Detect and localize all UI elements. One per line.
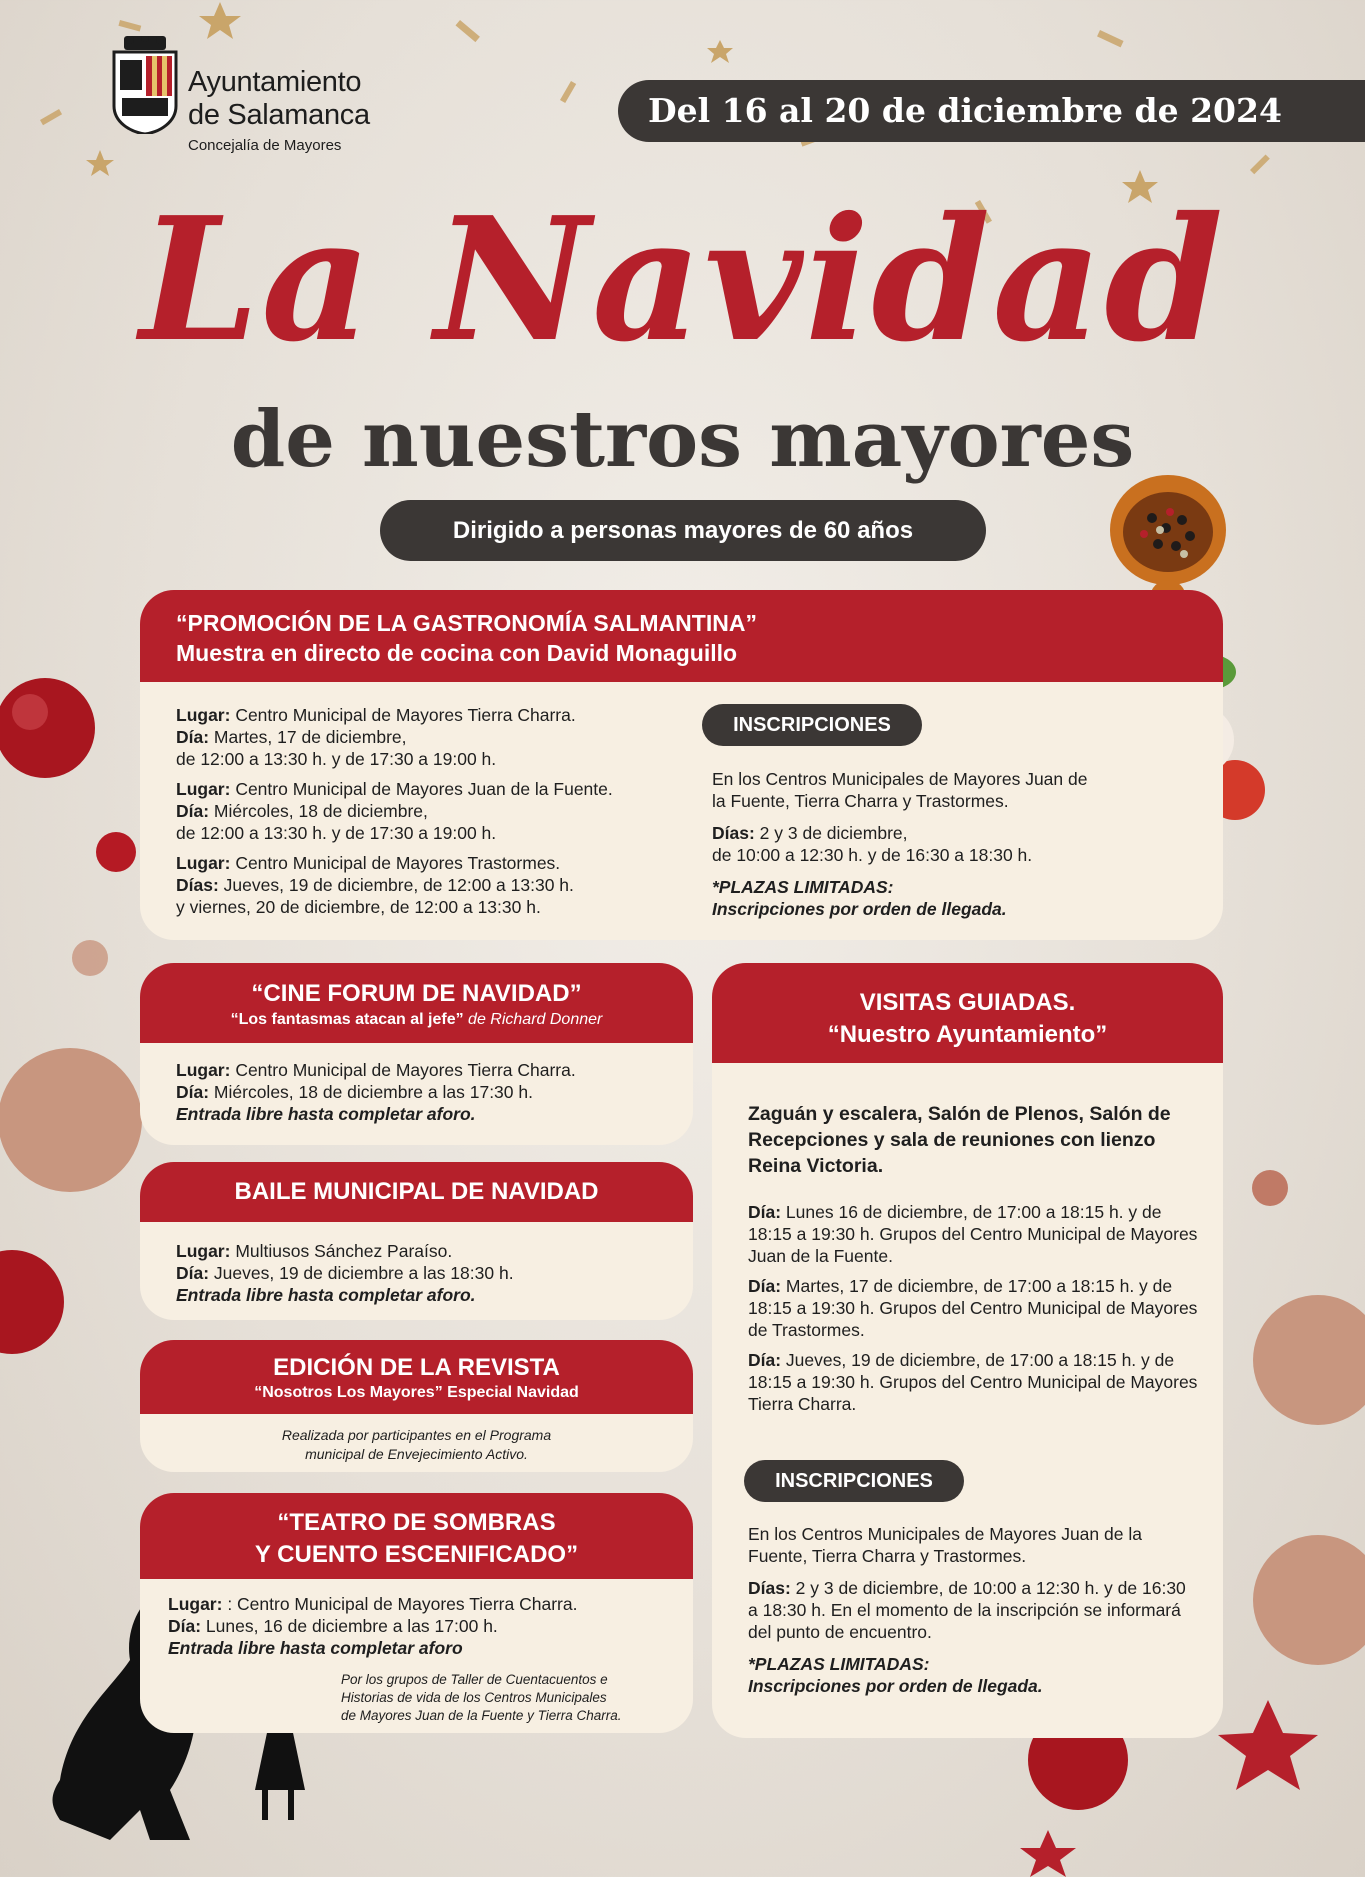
revista-note: Realizada por participantes en el Programa municipal de Envejecimiento Activo. <box>281 1427 552 1462</box>
gastronomia-inscripciones-label: INSCRIPCIONES <box>702 704 922 746</box>
visitas-card <box>712 963 1223 1738</box>
page-title: La Navidad <box>139 180 1226 380</box>
baile-details: Lugar: Multiusos Sánchez Paraíso. Día: Jueves, 19 de diciembre a las 18:30 h. Entrada libre hasta completar aforo. <box>176 1241 514 1305</box>
cine-film: “Los fantasmas atacan al jefe” <box>230 1011 464 1028</box>
org-department: Concejalía de Mayores <box>188 137 342 154</box>
cine-title: “CINE FORUM DE NAVIDAD” <box>251 980 582 1007</box>
cine-director: Richard Donner <box>490 1011 603 1028</box>
gastronomia-subtitle: Muestra en directo de cocina con David Monaguillo <box>176 640 738 666</box>
gastronomia-inscripciones: En los Centros Municipales de Mayores Juan de la Fuente, Tierra Charra y Trastormes. Días: 2 y 3 de diciembre, de 10:00 a 12:30 h. y de 16:30 a 18:30 h. *PLAZAS LIMITADAS: Inscripciones por orden de llegada. <box>712 769 1088 919</box>
city-coat-of-arms-icon <box>110 36 180 134</box>
baile-title: BAILE MUNICIPAL DE NAVIDAD <box>234 1178 599 1205</box>
visitas-inscripciones-label: INSCRIPCIONES <box>744 1460 964 1502</box>
cine-card <box>140 963 693 1145</box>
teatro-title-line2: Y CUENTO ESCENIFICADO” <box>254 1541 579 1568</box>
gastronomia-sessions: Lugar: Centro Municipal de Mayores Tierra Charra. Día: Martes, 17 de diciembre, de 12:00 a 13:30 h. y de 17:30 a 19:00 h. Lugar: Centro Municipal de Mayores Juan de la Fuente. Día: Miércoles, 18 de diciembre, de 12:00 a 13:30 h. y de 17:30 a 19:00 h. Lugar: Centro Municipal de Mayores Trastormes. Días: Jueves, 19 de diciembre, de 12:00 a 13:30 h. y viernes, 20 de diciembre, de 12:00 a 13:30 h. <box>176 705 613 917</box>
teatro-card <box>140 1493 693 1733</box>
revista-subtitle: “Nosotros Los Mayores” Especial Navidad <box>254 1384 579 1401</box>
visitas-title-line2: “Nuestro Ayuntamiento” <box>827 1021 1108 1048</box>
visitas-sessions: Día: Lunes 16 de diciembre, de 17:00 a 18:15 h. y de 18:15 a 19:30 h. Grupos del Centro Municipal de Mayores Juan de la Fuente. Día: Martes, 17 de diciembre, de 17:00 a 18:15 h. y de 18:15 a 19:30 h. Grupos del Centro Municipal de Mayores de Trastormes. Día: Jueves, 19 de diciembre, de 17:00 a 18:15 h. y de 18:15 a 19:30 h. Grupos del Centro Municipal de Mayores Tierra Charra. <box>748 1202 1198 1414</box>
revista-title: EDICIÓN DE LA REVISTA <box>273 1354 560 1381</box>
teatro-note: Por los grupos de Taller de Cuentacuentos e Historias de vida de los Centros Municipales de Mayores Juan de la Fuente y Tierra Charra. <box>341 1672 622 1723</box>
revista-header <box>140 1340 693 1414</box>
visitas-inscripciones: En los Centros Municipales de Mayores Juan de la Fuente, Tierra Charra y Trastormes. Días: 2 y 3 de diciembre, de 10:00 a 12:30 h. y de 16:30 a 18:30 h. En el momento de la inscripción se informará del punto de encuentro. *PLAZAS LIMITADAS: Inscripciones por orden de llegada. <box>748 1524 1186 1696</box>
cine-details: Lugar: Centro Municipal de Mayores Tierra Charra. Día: Miércoles, 18 de diciembre a las 17:30 h. Entrada libre hasta completar aforo. <box>176 1060 576 1124</box>
baile-card <box>140 1162 693 1320</box>
gastronomia-card <box>140 590 1223 940</box>
visitas-header <box>712 963 1223 1063</box>
revista-card <box>140 1340 693 1472</box>
teatro-header <box>140 1493 693 1579</box>
event-dates: Del 16 al 20 de diciembre de 2024 <box>618 80 1365 142</box>
org-name-line1: Ayuntamiento <box>188 66 362 98</box>
teatro-title-line1: “TEATRO DE SOMBRAS <box>277 1509 556 1536</box>
gastronomia-header <box>140 590 1223 682</box>
page-subtitle: de nuestros mayores <box>230 394 1135 485</box>
org-name-line2: de Salamanca <box>188 99 370 131</box>
teatro-details: Lugar: : Centro Municipal de Mayores Tierra Charra. Día: Lunes, 16 de diciembre a las 17:00 h. Entrada libre hasta completar aforo <box>168 1594 578 1658</box>
baile-header <box>140 1162 693 1222</box>
visitas-intro: Zaguán y escalera, Salón de Plenos, Salón de Recepciones y sala de reuniones con lienzo Reina Victoria. <box>748 1103 1171 1177</box>
visitas-title-line1: VISITAS GUIADAS. <box>859 989 1076 1016</box>
cine-header: “CINE FORUM DE NAVIDAD” “Los fantasmas atacan al jefe” de Richard Donner <box>140 963 693 1043</box>
gastronomia-title: “PROMOCIÓN DE LA GASTRONOMÍA SALMANTINA” <box>176 610 757 636</box>
audience-banner: Dirigido a personas mayores de 60 años <box>380 500 986 561</box>
